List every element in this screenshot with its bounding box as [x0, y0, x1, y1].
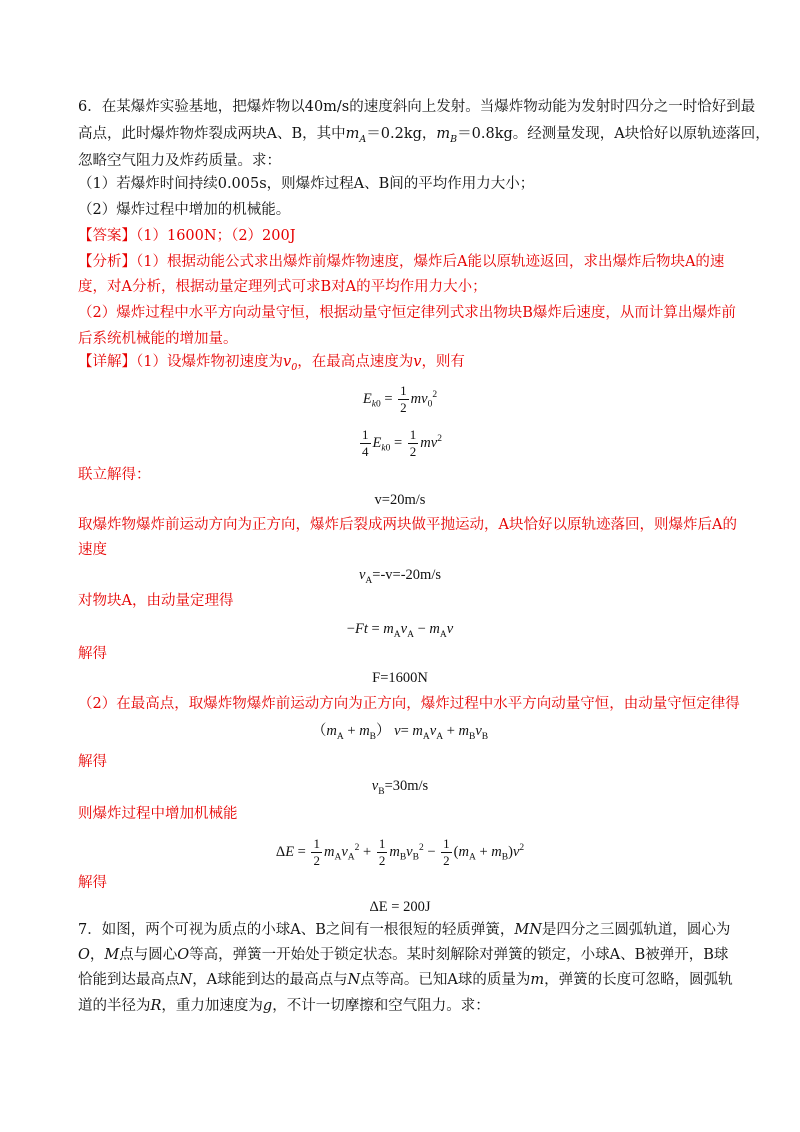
result-vb: $v_B=30m/s$	[371, 778, 429, 797]
q7-line-3: 恰能到达最高点N，A球能到达的最高点与N点等高。已知A球的质量为m，弹簧的长度可忽略，圆弧轨	[78, 972, 733, 988]
q6-solve-1: 联立解得：	[78, 467, 151, 483]
fraction-quarter: $\frac{1}{4}$	[362, 427, 369, 459]
result-delta-e: ΔE = 200J	[369, 899, 431, 915]
q6-analysis-line-1: 【分析】（1）根据动能公式求出爆炸前爆炸物速度，爆炸后A能以原轨迹返回，求出爆炸后物块A的速	[78, 254, 725, 270]
q7-line-1: 7．如图，两个可视为质点的小球A、B之间有一根很短的轻质弹簧，MN是四分之三圆弧轨道，圆心为	[78, 922, 731, 938]
q6-answer: 【答案】（1）1600N；（2）200J	[78, 228, 296, 244]
q7-line-4: 道的半径为R，重力加速度为g，不计一切摩擦和空气阻力。求：	[78, 998, 490, 1014]
q6-solve-3: 解得	[78, 754, 107, 770]
equation-delta-e: ΔE = $\frac{1}{2}$ $m_Av_A^2$ + $\frac{1}{2}$ $m_Bv_B^2$ − $\frac{1}{2}$ $(m_A + m_B)v^2$	[275, 836, 525, 868]
equation-ek0: $E_{k0}$ = $\frac{1}{2}$ $mv_0^2$	[362, 383, 438, 415]
fraction-half: $\frac{1}{2}$	[400, 383, 407, 415]
q6-part2-line: （2）在最高点，取爆炸物爆炸前运动方向为正方向，爆炸过程中水平方向动量守恒，由动量守恒定律得	[78, 696, 740, 712]
q6-analysis-line-2: 度，对A分析，根据动量定理列式可求B对A的平均作用力大小；	[78, 279, 487, 295]
equation-quarter-ek0: $\frac{1}{4}$ $E_{k0}$ = $\frac{1}{2}$ $mv^2$	[362, 427, 442, 459]
q6-take-line-2: 速度	[78, 542, 107, 558]
q6-part-2: （2）爆炸过程中增加的机械能。	[78, 202, 291, 218]
result-f: F=1600N	[372, 670, 428, 686]
q6-for-a: 对物块A，由动量定理得	[78, 593, 234, 609]
q6-stem-line-1: 6．在某爆炸实验基地，把爆炸物以40m/s的速度斜向上发射。当爆炸物动能为发射时四分之一时恰好到最	[78, 99, 756, 115]
q6-stem-line-2: 高点，此时爆炸物炸裂成两块A、B，其中$m_A=0.2kg$，$m_B=0.8kg$。经测量发现，A块恰好以原轨迹落回，	[78, 126, 770, 145]
q6-solve-2: 解得	[78, 646, 107, 662]
equation-momentum: $(m_A + m_B)$ $v= m_Av_A + m_Bv_B$	[311, 723, 489, 742]
equation-impulse: $-Ft = m_Av_A - m_Av$	[346, 621, 454, 640]
q6-take-line-1: 取爆炸物爆炸前运动方向为正方向，爆炸后裂成两块做平抛运动，A块恰好以原轨迹落回，则爆炸后A的	[78, 517, 737, 533]
q6-detail-line-1: 【详解】（1）设爆炸物初速度为$v_0$，在最高点速度为v，则有	[78, 354, 465, 373]
q6-analysis-line-4: 后系统机械能的增加量。	[78, 331, 238, 347]
fraction-half: $\frac{1}{2}$	[378, 836, 386, 868]
q6-solve-4: 解得	[78, 875, 107, 891]
result-va: $v_A=-v=-20m/s$	[358, 567, 442, 586]
q7-line-2: O，M点与圆心O等高，弹簧一开始处于锁定状态。某时刻解除对弹簧的锁定，小球A、B被弹开，B球	[78, 947, 729, 963]
q6-part-1: （1）若爆炸时间持续0.005s，则爆炸过程A、B间的平均作用力大小；	[78, 176, 535, 192]
q6-then: 则爆炸过程中增加机械能	[78, 806, 238, 822]
fraction-half: $\frac{1}{2}$	[409, 427, 417, 459]
fraction-half: $\frac{1}{2}$	[443, 836, 450, 868]
result-v: v=20m/s	[374, 492, 426, 508]
fraction-half: $\frac{1}{2}$	[313, 836, 320, 868]
q6-stem-line-3: 忽略空气阻力及炸药质量。求：	[78, 153, 281, 169]
q6-analysis-line-3: （2）爆炸过程中水平方向动量守恒，根据动量守恒定律列式求出物块B爆炸后速度，从而计算出爆炸前	[78, 305, 736, 321]
